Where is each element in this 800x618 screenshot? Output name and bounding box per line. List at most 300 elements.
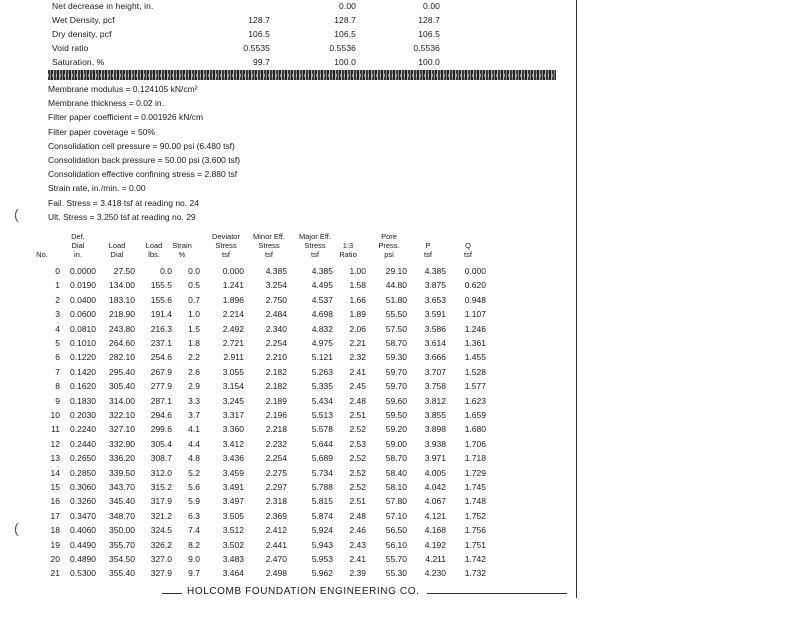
table-cell: 1.742: [464, 554, 486, 564]
table-cell: 1.107: [464, 309, 486, 320]
table-cell: 0.0190: [70, 280, 96, 291]
column-header-line: No.: [36, 250, 48, 259]
table-cell: 27.50: [113, 266, 135, 276]
table-cell: 3.758: [424, 381, 446, 392]
table-cell: 3.497: [222, 496, 244, 507]
table-cell: 18: [50, 525, 60, 536]
table-cell: 1.751: [464, 539, 486, 550]
table-cell: 4.537: [311, 294, 333, 305]
table-cell: 0.3260: [70, 496, 96, 507]
table-cell: 324.5: [150, 525, 172, 536]
table-cell: 2.41: [349, 366, 366, 377]
table-cell: 191.4: [150, 309, 172, 320]
table-cell: 1.89: [349, 309, 366, 320]
table-row: [40, 381, 520, 394]
table-cell: 2.52: [349, 467, 366, 478]
table-cell: 1.58: [349, 280, 366, 291]
table-cell: 1.5: [188, 323, 200, 334]
table-cell: 3.875: [424, 280, 446, 291]
table-cell: 1.66: [349, 294, 366, 305]
table-cell: 2.06: [349, 323, 366, 334]
table-cell: 183.10: [109, 294, 135, 305]
table-cell: 332.90: [109, 438, 135, 449]
table-cell: 4.042: [424, 482, 446, 492]
table-cell: 17: [50, 510, 60, 521]
table-cell: 0.948: [464, 294, 486, 305]
column-header-line: tsf: [222, 250, 230, 259]
table-row: [40, 496, 520, 509]
table-cell: 2.21: [349, 338, 366, 348]
table-cell: 56.50: [385, 525, 407, 536]
property-value: 100.0: [334, 57, 356, 67]
table-cell: 1.659: [464, 410, 486, 420]
table-cell: 1.246: [464, 323, 486, 334]
column-header-line: Dial: [110, 250, 124, 259]
table-row: [40, 453, 520, 466]
column-header-line: [442, 232, 494, 241]
table-cell: 2.48: [349, 510, 366, 521]
property-value: 99.7: [253, 57, 270, 67]
property-value: 100.0: [418, 57, 440, 67]
table-cell: 2.32: [349, 352, 366, 363]
table-cell: 2.51: [349, 496, 366, 507]
table-row: [40, 468, 520, 481]
table-cell: 55.30: [385, 568, 407, 579]
table-cell: 308.7: [150, 453, 172, 464]
column-header-line: Stress: [258, 241, 280, 250]
table-cell: 2: [55, 294, 60, 305]
table-cell: 3.3: [188, 395, 200, 406]
table-cell: 5.734: [311, 467, 333, 478]
table-cell: 0.7: [188, 294, 200, 305]
table-cell: 317.9: [150, 496, 172, 507]
table-cell: 5.513: [311, 410, 333, 420]
table-cell: 5.924: [311, 525, 333, 536]
table-cell: 1.528: [464, 366, 486, 377]
table-cell: 0.0600: [70, 309, 96, 320]
table-cell: 57.50: [385, 323, 407, 334]
table-cell: 0.0810: [70, 323, 96, 334]
table-cell: 10: [50, 410, 60, 420]
property-value: 128.7: [334, 15, 356, 25]
table-cell: 5.788: [311, 482, 333, 492]
table-cell: 1.729: [464, 467, 486, 478]
table-cell: 5.815: [311, 496, 333, 507]
table-cell: 2.412: [265, 525, 287, 536]
table-cell: 5.644: [311, 438, 333, 449]
table-cell: 2.182: [265, 366, 287, 377]
table-cell: 2.43: [349, 539, 366, 550]
table-row: [40, 352, 520, 365]
table-cell: 59.70: [385, 381, 407, 392]
table-cell: 0.1420: [70, 366, 96, 377]
table-cell: 3: [55, 309, 60, 320]
table-cell: 305.40: [109, 381, 135, 392]
table-cell: 1.752: [464, 510, 486, 521]
column-header-line: tsf: [424, 250, 432, 259]
column-header-line: Load: [145, 241, 163, 250]
table-cell: 3.971: [424, 453, 446, 464]
column-header-line: psi: [384, 250, 394, 259]
table-cell: 3.505: [222, 510, 244, 521]
column-header-line: Strain: [172, 241, 192, 250]
table-cell: 8.2: [188, 539, 200, 550]
table-cell: 155.5: [150, 280, 172, 291]
table-cell: 57.10: [385, 510, 407, 521]
table-cell: 312.0: [150, 467, 172, 478]
table-row: [40, 295, 520, 308]
column-header: [442, 232, 494, 259]
table-cell: 5.578: [311, 424, 333, 435]
table-cell: 216.3: [150, 323, 172, 334]
table-cell: 0.1010: [70, 338, 96, 348]
table-cell: 354.50: [109, 554, 135, 564]
table-cell: 2.275: [265, 467, 287, 478]
test-note: Consolidation effective confining stress = 2.880 tsf: [48, 169, 238, 180]
table-cell: 0.0: [160, 266, 172, 276]
table-cell: 0: [55, 266, 60, 276]
table-cell: 0.2030: [70, 410, 96, 420]
table-cell: 2.498: [265, 568, 287, 579]
table-cell: 1.8: [188, 338, 200, 348]
property-value: 0.00: [339, 1, 356, 11]
table-cell: 4.121: [424, 510, 446, 521]
table-cell: 0.0400: [70, 294, 96, 305]
table-cell: 2.318: [265, 496, 287, 507]
table-cell: 59.30: [385, 352, 407, 363]
table-cell: 1.623: [464, 395, 486, 406]
table-cell: 8: [55, 381, 60, 392]
table-cell: 0.1830: [70, 395, 96, 406]
table-cell: 327.0: [150, 554, 172, 564]
column-header-line: Major Eff.: [299, 232, 331, 241]
table-cell: 51.80: [385, 294, 407, 305]
table-cell: 2.492: [222, 323, 244, 334]
table-cell: 1.00: [349, 266, 366, 276]
table-cell: 2.340: [265, 323, 287, 334]
table-cell: 2.196: [265, 410, 287, 420]
column-header-line: Ratio: [339, 250, 357, 259]
table-cell: 0.2240: [70, 424, 96, 435]
table-cell: 3.436: [222, 453, 244, 464]
table-cell: 5.9: [188, 496, 200, 507]
table-cell: 0.1220: [70, 352, 96, 363]
table-cell: 56.10: [385, 539, 407, 550]
table-cell: 12: [50, 438, 60, 449]
column-header-line: Load: [108, 241, 126, 250]
table-cell: 4.385: [311, 266, 333, 276]
property-label: Net decrease in height, in.: [52, 1, 154, 11]
table-row: [40, 309, 520, 322]
table-cell: 1.361: [464, 338, 486, 348]
column-header-line: %: [178, 250, 186, 259]
footer-rule-right: [427, 593, 567, 594]
table-cell: 2.53: [349, 438, 366, 449]
table-cell: 0.3060: [70, 482, 96, 492]
column-header-line: lbs.: [148, 250, 160, 259]
footer-text: HOLCOMB FOUNDATION ENGINEERING CO.: [187, 586, 420, 597]
test-note: Membrane modulus = 0.124105 kN/cm²: [48, 84, 198, 94]
table-cell: 2.297: [265, 482, 287, 492]
table-cell: 13: [50, 453, 60, 464]
table-cell: 3.707: [424, 366, 446, 377]
table-cell: 4.385: [424, 266, 446, 276]
table-cell: 5.689: [311, 453, 333, 464]
table-cell: 3.317: [222, 410, 244, 420]
property-value: 106.5: [418, 29, 440, 39]
table-cell: 4.005: [424, 467, 446, 478]
table-cell: 2.210: [265, 352, 287, 363]
table-cell: 3.812: [424, 395, 446, 406]
table-cell: 3.360: [222, 424, 244, 435]
property-value: 128.7: [418, 15, 440, 25]
table-cell: 287.1: [150, 395, 172, 406]
table-cell: 0.0: [188, 266, 200, 276]
table-cell: 4.230: [424, 568, 446, 579]
table-cell: 218.90: [109, 309, 135, 320]
table-cell: 5.6: [188, 482, 200, 492]
table-row: [40, 439, 520, 452]
table-cell: 5.953: [311, 554, 333, 564]
table-cell: 0.4060: [70, 525, 96, 536]
property-value: 0.5536: [329, 43, 356, 53]
table-cell: 2.232: [265, 438, 287, 449]
table-cell: 0.3470: [70, 510, 96, 521]
table-cell: 327.9: [150, 568, 172, 579]
table-cell: 0.0000: [70, 266, 96, 276]
table-cell: 345.40: [109, 496, 135, 507]
table-cell: 2.41: [349, 554, 366, 564]
table-cell: 0.1620: [70, 381, 96, 392]
table-row: [40, 568, 520, 581]
table-cell: 5: [55, 338, 60, 348]
table-cell: 1.756: [464, 525, 486, 536]
table-cell: 3.666: [424, 352, 446, 363]
table-row: [40, 280, 520, 293]
table-cell: 0.4490: [70, 539, 96, 550]
table-cell: 2.189: [265, 395, 287, 406]
column-header-line: Deviator: [212, 232, 240, 241]
table-cell: 4.832: [311, 323, 333, 334]
property-value: 0.5536: [413, 43, 440, 53]
table-cell: 5.335: [311, 381, 333, 392]
test-note: Consolidation back pressure = 50.00 psi (3.600 tsf): [48, 155, 241, 165]
table-cell: 1.896: [222, 294, 244, 305]
table-cell: 58.70: [385, 453, 407, 464]
table-cell: 1.745: [464, 482, 486, 492]
table-cell: 2.48: [349, 395, 366, 406]
table-cell: 0.620: [464, 280, 486, 291]
table-cell: 2.369: [265, 510, 287, 521]
table-cell: 2.911: [223, 352, 244, 363]
property-value: 128.7: [248, 15, 270, 25]
table-cell: 21: [50, 568, 60, 579]
table-cell: 2.218: [265, 424, 287, 435]
page-edge-line: [576, 0, 577, 598]
property-label: Dry density, pcf: [52, 29, 112, 39]
table-row: [40, 367, 520, 380]
test-note: Filter paper coefficient = 0.001926 kN/cm: [48, 112, 204, 123]
table-cell: 4.8: [188, 453, 200, 464]
table-cell: 314.00: [109, 395, 135, 406]
margin-mark: (: [14, 520, 19, 536]
property-value: 106.5: [248, 29, 270, 39]
column-header-line: Pore: [381, 232, 397, 241]
column-header-line: P: [425, 241, 431, 250]
table-cell: 0.2440: [70, 438, 96, 449]
table-cell: 0.5: [188, 280, 200, 291]
column-header-line: Dial: [71, 241, 85, 250]
test-note: Strain rate, in./min. = 0.00: [48, 183, 146, 194]
table-cell: 0.000: [222, 266, 244, 276]
table-cell: 327.10: [109, 424, 135, 435]
table-cell: 4.192: [424, 539, 446, 550]
table-cell: 2.721: [222, 338, 244, 348]
column-header-line: Stress: [215, 241, 237, 250]
table-row: [40, 554, 520, 567]
table-cell: 2.52: [349, 453, 366, 464]
company-footer: [12, 586, 568, 600]
table-cell: 3.653: [424, 294, 446, 305]
table-row: [40, 540, 520, 553]
table-cell: 0.000: [464, 266, 486, 276]
table-cell: 3.512: [222, 525, 244, 536]
table-cell: 1.748: [464, 496, 486, 507]
table-cell: 237.1: [150, 338, 172, 348]
table-cell: 5.263: [311, 366, 333, 377]
table-cell: 2.254: [265, 338, 287, 348]
table-cell: 355.40: [109, 568, 135, 579]
table-cell: 3.483: [222, 554, 244, 564]
table-cell: 3.491: [222, 482, 244, 492]
table-cell: 1.718: [464, 453, 486, 464]
table-cell: 1.732: [464, 568, 486, 579]
table-row: [40, 482, 520, 495]
table-cell: 2.46: [349, 525, 366, 536]
table-cell: 58.40: [385, 467, 407, 478]
table-cell: 4.1: [188, 424, 200, 435]
table-row: [40, 511, 520, 524]
table-cell: 0.2650: [70, 453, 96, 464]
table-cell: 3.154: [222, 381, 244, 392]
table-cell: 348.70: [109, 510, 135, 521]
table-cell: 1.0: [188, 309, 200, 320]
table-cell: 9.0: [188, 554, 200, 564]
test-note: Membrane thickness = 0.02 in.: [48, 98, 164, 109]
table-cell: 1: [55, 280, 60, 291]
table-cell: 4: [55, 323, 60, 334]
table-cell: 3.591: [424, 309, 446, 320]
table-cell: 295.40: [109, 366, 135, 377]
table-cell: 59.50: [385, 410, 407, 420]
table-cell: 3.464: [222, 568, 244, 579]
column-header-line: Minor Eff.: [253, 232, 285, 241]
table-cell: 59.60: [385, 395, 407, 406]
table-cell: 4.4: [188, 438, 200, 449]
table-cell: 315.2: [150, 482, 172, 492]
column-header-line: tsf: [265, 250, 273, 259]
table-cell: 2.45: [349, 381, 366, 392]
table-cell: 9.7: [188, 568, 200, 579]
table-cell: 4.975: [311, 338, 333, 348]
table-cell: 2.52: [349, 482, 366, 492]
table-cell: 55.70: [385, 554, 407, 564]
property-value: 0.5535: [243, 43, 270, 53]
table-cell: 2.214: [222, 309, 244, 320]
column-header-line: tsf: [464, 250, 472, 259]
table-cell: 3.412: [222, 438, 244, 449]
table-cell: 2.484: [265, 309, 287, 320]
property-label: Wet Density, pcf: [52, 15, 115, 25]
table-cell: 355.70: [109, 539, 135, 550]
table-row: [40, 324, 520, 337]
table-cell: 14: [50, 467, 60, 478]
table-cell: 4.211: [425, 554, 446, 564]
table-cell: 6: [55, 352, 60, 363]
table-cell: 267.9: [150, 366, 172, 377]
table-cell: 326.2: [150, 539, 172, 550]
table-row: [40, 266, 520, 279]
table-cell: 2.2: [188, 352, 200, 363]
table-cell: 55.50: [385, 309, 407, 320]
table-cell: 1.706: [464, 438, 486, 449]
table-cell: 3.055: [222, 366, 244, 377]
table-cell: 254.6: [150, 352, 172, 363]
table-cell: 2.51: [349, 410, 366, 420]
table-cell: 134.00: [109, 280, 135, 291]
table-cell: 7.4: [188, 525, 200, 536]
property-label: Void ratio: [52, 43, 89, 53]
table-cell: 5.943: [311, 539, 333, 550]
table-cell: 2.254: [265, 453, 287, 464]
table-cell: 1.577: [464, 381, 486, 392]
table-cell: 1.241: [222, 280, 244, 291]
table-cell: 2.441: [265, 539, 287, 550]
table-cell: 3.938: [424, 438, 446, 449]
redacted-band-texture: [48, 74, 556, 77]
table-cell: 3.459: [222, 467, 244, 478]
table-cell: 294.6: [150, 410, 172, 420]
table-cell: 5.121: [311, 352, 333, 363]
table-cell: 3.254: [265, 280, 287, 291]
table-cell: 19: [50, 539, 60, 550]
table-cell: 2.9: [188, 381, 200, 392]
property-value: 0.00: [423, 1, 440, 11]
table-cell: 16: [50, 496, 60, 507]
table-cell: 44.80: [385, 280, 407, 291]
property-label: Saturation, %: [52, 57, 105, 67]
table-cell: 59.00: [385, 438, 407, 449]
table-row: [40, 338, 520, 351]
table-cell: 336.20: [109, 453, 135, 464]
table-row: [40, 424, 520, 437]
column-header-line: in.: [74, 250, 82, 259]
table-cell: 3.245: [222, 395, 244, 406]
table-cell: 264.60: [109, 338, 135, 348]
table-cell: 243.80: [109, 323, 135, 334]
table-cell: 3.502: [222, 539, 244, 550]
column-header-line: tsf: [311, 250, 319, 259]
table-cell: 321.2: [150, 510, 172, 521]
table-cell: 2.750: [265, 294, 287, 305]
table-cell: 6.3: [188, 510, 200, 521]
table-cell: 59.20: [385, 424, 407, 435]
table-cell: 11: [51, 424, 60, 435]
table-row: [40, 396, 520, 409]
column-header-line: Def.: [71, 232, 85, 241]
table-cell: 2.6: [188, 366, 200, 377]
table-cell: 2.39: [349, 568, 366, 579]
